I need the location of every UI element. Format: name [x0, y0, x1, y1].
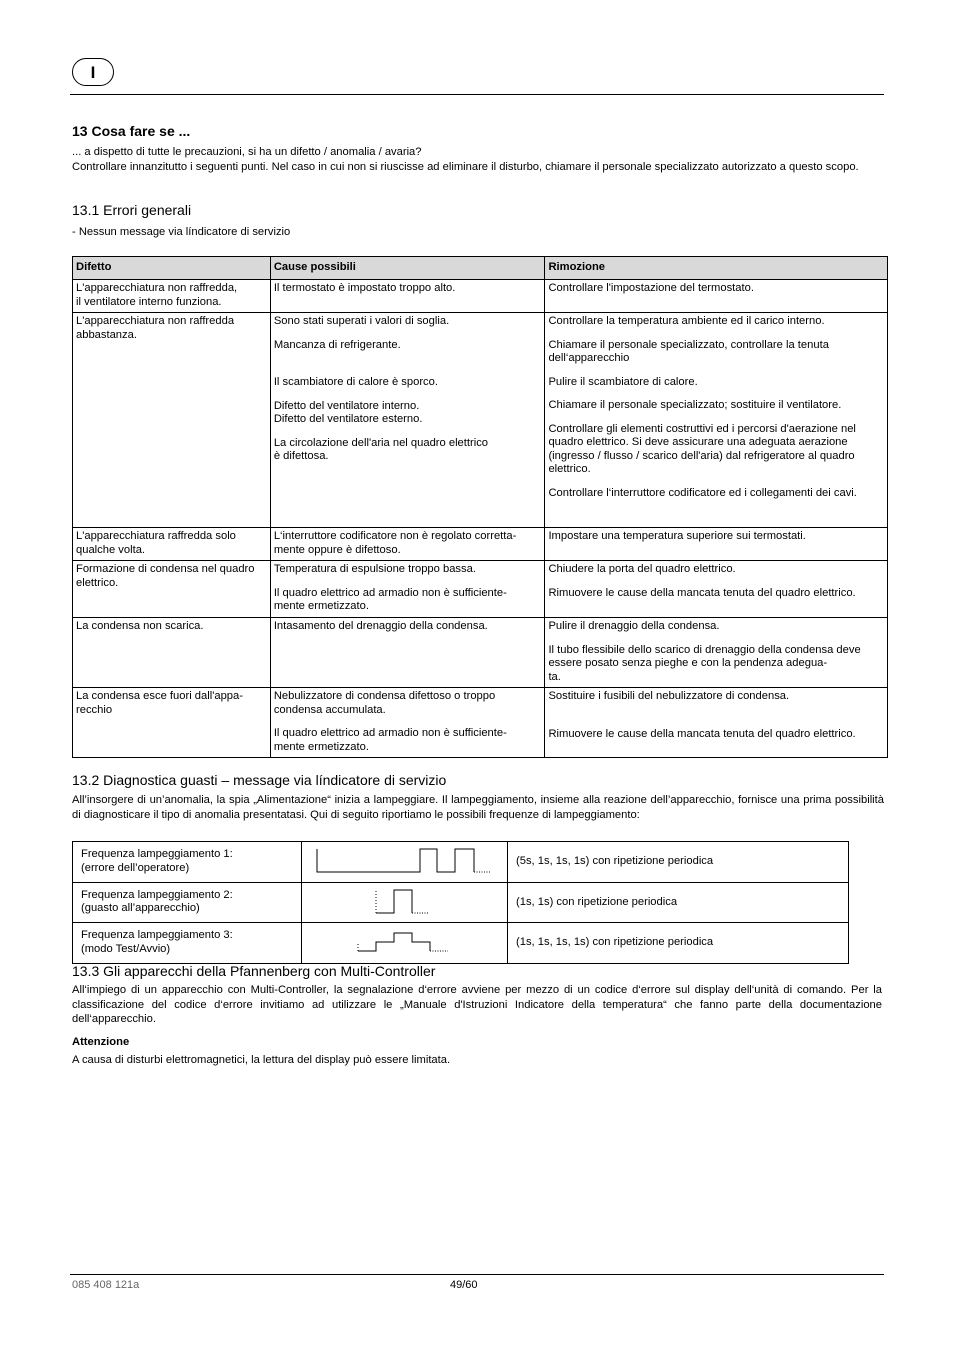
general-errors-table	[72, 256, 888, 758]
attention-title: Attenzione	[72, 1035, 130, 1048]
section-13-2	[72, 772, 884, 822]
defect-cell-text: il ventilatore interno funziona.	[76, 295, 222, 308]
table-row	[73, 561, 888, 618]
defect-cell-text: elettrico.	[76, 576, 119, 589]
blink-frequency-table	[72, 841, 849, 964]
cause-cell-text: Temperatura di espulsione troppo bassa.	[273, 563, 476, 575]
fix-cell-text: Sostituire i fusibili del nebulizzatore di condensa.	[548, 690, 790, 702]
blink-waveform-1	[302, 842, 507, 877]
cause-cell-text: Il quadro elettrico ad armadio non è sufficiente- mente ermetizzato.	[273, 586, 507, 612]
cause-cell	[270, 618, 545, 688]
cause-cell-text: Il quadro elettrico ad armadio non è sufficiente- mente ermetizzato.	[273, 727, 507, 753]
section-13-3-title: 13.3 Gli apparecchi della Pfannenberg con Multi-Controller	[72, 963, 436, 979]
cause-cell-text: Il termostato è impostato troppo alto.	[273, 282, 456, 294]
cause-cell-text: La circolazione dell'aria nel quadro elettrico è difettosa.	[273, 436, 489, 462]
defect-cell-text: recchio	[76, 703, 113, 716]
blink-signal-3	[302, 923, 508, 964]
blink-description: (1s, 1s) con ripetizione periodica	[508, 882, 849, 923]
language-badge: I	[72, 58, 114, 86]
table-row	[73, 313, 888, 528]
blink-waveform-2	[302, 883, 507, 918]
fix-cell-text: Controllare l‘interruttore codificatore ed i collegamenti dei cavi.	[548, 486, 857, 499]
cause-cell-text: L‘interruttore codificatore non è regolato corretta- mente oppure è difettoso.	[273, 530, 517, 556]
table-row	[73, 528, 888, 561]
blink-label-line: Frequenza lampeggiamento 2:	[81, 888, 233, 901]
header-rule	[70, 94, 884, 95]
defect-cell	[73, 528, 271, 561]
section-13-title: 13 Cosa fare se ...	[72, 123, 191, 139]
fix-cell	[545, 688, 888, 758]
section-13-1	[72, 202, 884, 240]
table-row	[73, 688, 888, 758]
column-header-defect: Difetto	[73, 257, 271, 280]
page-number: 49/60	[450, 1279, 478, 1291]
section-13	[72, 123, 884, 174]
fix-cell	[545, 313, 888, 528]
cause-cell-text: Intasamento del drenaggio della condensa.	[273, 620, 488, 632]
cause-cell-text: Mancanza di refrigerante.	[273, 338, 401, 351]
blink-description: (1s, 1s, 1s, 1s) con ripetizione periodica	[508, 923, 849, 964]
defect-cell	[73, 561, 271, 618]
section-13-2-text: All’insorgere di un’anomalia, la spia „Alimentazione“ inizia a lampeggiare. Il lampeggiamento, insieme alla reazione dell’apparecchio, fornisce una prima possibilità di diagnosticare il tipo di anomalia presentatasi. Qui di seguito riportiamo le possibili frequenze di lampeggiamento:	[72, 794, 884, 821]
blink-label-line: Frequenza lampeggiamento 3:	[81, 929, 233, 942]
blink-label	[73, 923, 302, 964]
cause-cell	[270, 688, 545, 758]
section-13-1-note: - Nessun message via líndicatore di servizio	[72, 226, 291, 238]
fix-cell-text: Chiudere la porta del quadro elettrico.	[548, 563, 736, 575]
defect-cell-text: L'apparecchiatura non raffredda,	[76, 282, 238, 294]
fix-cell-text: Pulire il scambiatore di calore.	[548, 375, 698, 388]
defect-cell-text: L'apparecchiatura non raffredda	[76, 315, 235, 327]
defect-cell	[73, 313, 271, 528]
cause-cell	[270, 528, 545, 561]
section-13-intro: ... a dispetto di tutte le precauzioni, si ha un difetto / anomalia / avaria?	[72, 146, 422, 158]
table-row	[73, 842, 849, 883]
cause-cell-text: Nebulizzatore di condensa difettoso o troppo condensa accumulata.	[273, 690, 496, 716]
cause-cell	[270, 280, 545, 313]
cause-cell-text: Difetto del ventilatore interno. Difetto del ventilatore esterno.	[273, 399, 423, 425]
cause-cell	[270, 313, 545, 528]
footer-rule	[70, 1274, 884, 1275]
table-row	[73, 882, 849, 923]
blink-label	[73, 842, 302, 883]
section-13-2-title: 13.2 Diagnostica guasti – message via líndicatore di servizio	[72, 772, 447, 788]
fix-cell-text: Rimuovere le cause della mancata tenuta del quadro elettrico.	[548, 586, 856, 599]
section-13-1-title: 13.1 Errori generali	[72, 202, 192, 218]
general-errors-table-body	[73, 280, 888, 758]
blink-label-line: Frequenza lampeggiamento 1:	[81, 848, 233, 861]
defect-cell-text: L'apparecchiatura raffredda solo	[76, 530, 236, 542]
defect-cell-text: La condensa esce fuori dall'appa-	[76, 690, 243, 702]
fix-cell	[545, 561, 888, 618]
blink-signal-2	[302, 882, 508, 923]
fix-cell-text: Il tubo flessibile dello scarico di drenaggio della condensa deve essere posato senza pieghe e con la pendenza adegua- ta.	[548, 643, 861, 683]
blink-label-note: (guasto all’apparecchio)	[81, 902, 200, 915]
fix-cell-text: Impostare una temperatura superiore sui termostati.	[548, 530, 806, 542]
fix-cell-text: Controllare la temperatura ambiente ed il carico interno.	[548, 315, 825, 327]
blink-signal-1	[302, 842, 508, 883]
fix-cell	[545, 618, 888, 688]
table-row	[73, 280, 888, 313]
blink-label-note: (modo Test/Avvio)	[81, 942, 171, 955]
fix-cell-text: Chiamare il personale specializzato; sostituire il ventilatore.	[548, 399, 842, 411]
fix-cell-text: Controllare gli elementi costruttivi ed i percorsi d'aerazione nel quadro elettrico. Si deve assicurare una adeguata aerazione (ingresso / flusso / scarico dell'aria) dal refrigeratore al quadro elettrico.	[548, 422, 856, 475]
blink-waveform-3	[302, 923, 507, 958]
defect-cell	[73, 280, 271, 313]
defect-cell-text: La condensa non scarica.	[76, 620, 204, 632]
cause-cell	[270, 561, 545, 618]
blink-label-note: (errore dell’operatore)	[81, 861, 190, 874]
section-13-3-text: All‘impiego di un apparecchio con Multi-Controller, la segnalazione d‘errore avviene per mezzo di un codice d‘errore sul display dell‘unità di comando. Per la classificazione del codice d‘errore invitiamo ad utilizzare le „Manuale d'Istruzioni Indicatore della temperatura“ che fanno parte della documentazione dell‘apparecchio.	[72, 984, 882, 1025]
document-number: 085 408 121a	[72, 1279, 140, 1291]
fix-cell	[545, 280, 888, 313]
fix-cell-text: Controllare l'impostazione del termostato.	[548, 282, 754, 294]
column-header-fix: Rimozione	[545, 257, 888, 280]
section-13-3	[72, 963, 882, 1068]
cause-cell-text: Il scambiatore di calore è sporco.	[273, 376, 438, 388]
table-row	[73, 923, 849, 964]
blink-description: (5s, 1s, 1s, 1s) con ripetizione periodica	[508, 842, 849, 883]
column-header-causes: Cause possibili	[270, 257, 545, 280]
section-13-instructions: Controllare innanzitutto i seguenti punti. Nel caso in cui non si riuscisse ad eliminare il disturbo, chiamare il personale specializzato autorizzato a questo scopo.	[72, 160, 859, 173]
fix-cell	[545, 528, 888, 561]
table-header-row	[73, 257, 888, 280]
defect-cell-text: abbastanza.	[76, 328, 137, 341]
defect-cell-text: Formazione di condensa nel quadro	[76, 563, 255, 575]
defect-cell	[73, 618, 271, 688]
attention-text: A causa di disturbi elettromagnetici, la lettura del display può essere limitata.	[72, 1054, 451, 1066]
blink-label	[73, 882, 302, 923]
fix-cell-text: Pulire il drenaggio della condensa.	[548, 620, 720, 632]
fix-cell-text: Chiamare il personale specializzato, controllare la tenuta dell‘apparecchio	[548, 338, 829, 364]
fix-cell-text: Rimuovere le cause della mancata tenuta del quadro elettrico.	[548, 727, 856, 740]
cause-cell-text: Sono stati superati i valori di soglia.	[273, 315, 450, 327]
defect-cell-text: qualche volta.	[76, 543, 146, 556]
defect-cell	[73, 688, 271, 758]
table-row	[73, 618, 888, 688]
